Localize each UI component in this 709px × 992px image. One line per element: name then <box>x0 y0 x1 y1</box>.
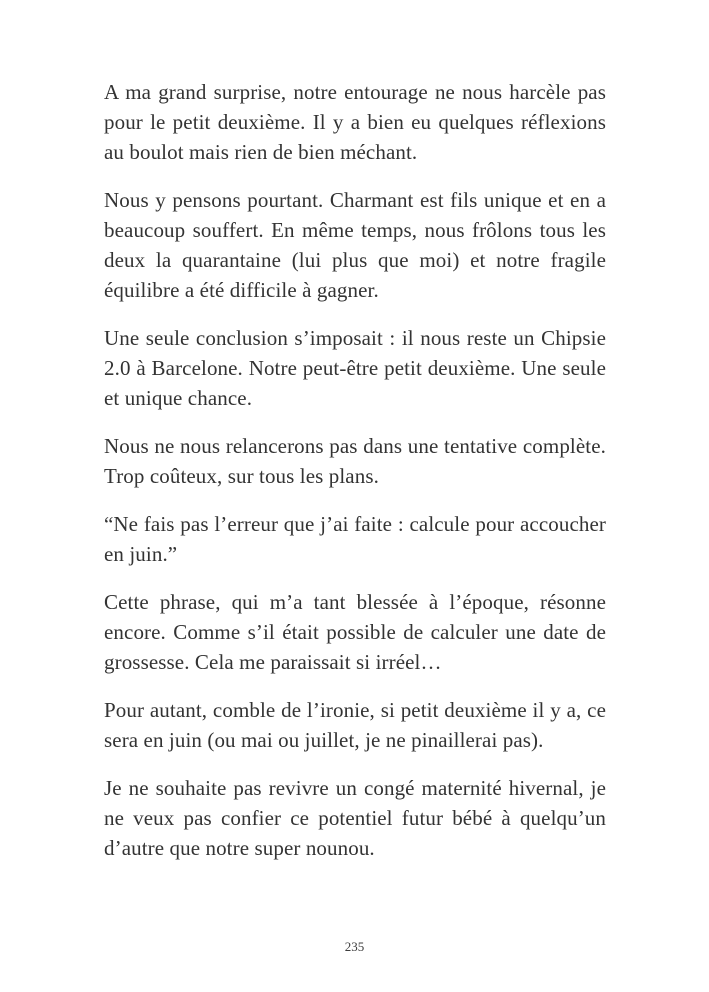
paragraph-7: Pour autant, comble de l’ironie, si petit deuxième il y a, ce sera en juin (ou mai ou juillet, je ne pinaillerai pas). <box>104 698 606 752</box>
paragraph-4: Nous ne nous relancerons pas dans une tentative complète. Trop coûteux, sur tous les plans. <box>104 434 606 488</box>
page-number: 235 <box>344 939 365 954</box>
paragraph-quote: “Ne fais pas l’erreur que j’ai faite : calcule pour accoucher en juin.” <box>104 512 606 566</box>
paragraph-3: Une seule conclusion s’imposait : il nous reste un Chipsie 2.0 à Barcelone. Notre peut-être petit deuxième. Une seule et unique chance. <box>104 326 606 410</box>
page-footer <box>0 938 709 956</box>
page-text-block <box>104 77 606 881</box>
paragraph-2: Nous y pensons pourtant. Charmant est fils unique et en a beaucoup souffert. En même temps, nous frôlons tous les deux la quarantaine (lui plus que moi) et notre fragile équilibre a été difficile à gagner. <box>104 188 606 302</box>
paragraph-8: Je ne souhaite pas revivre un congé maternité hivernal, je ne veux pas confier ce potentiel futur bébé à quelqu’un d’autre que notre super nounou. <box>104 776 606 860</box>
paragraph-1: A ma grand surprise, notre entourage ne nous harcèle pas pour le petit deuxième. Il y a bien eu quelques réflexions au boulot mais rien de bien méchant. <box>104 80 606 164</box>
paragraph-6: Cette phrase, qui m’a tant blessée à l’époque, résonne encore. Comme s’il était possible de calculer une date de grossesse. Cela me paraissait si irréel… <box>104 590 606 674</box>
